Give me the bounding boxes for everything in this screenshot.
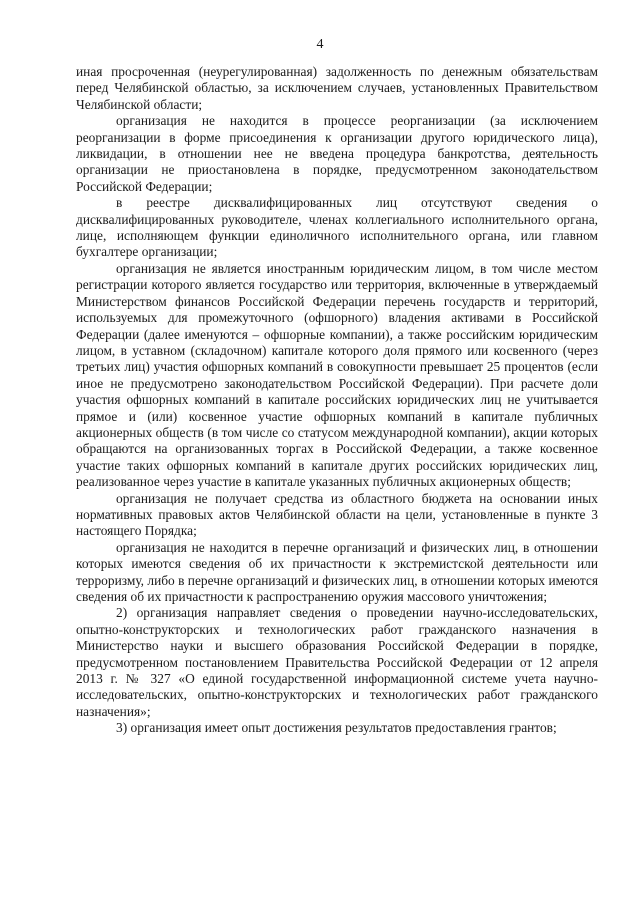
paragraph-disqualified-persons: в реестре дисквалифицированных лиц отсутствуют сведения о дисквалифицированных руководителе, членах коллегиального исполнительного органа, лице, исполняющем функции единоличного исполнительного органа, или главном бухгалтере организации;: [76, 195, 598, 260]
paragraph-item-3: 3) организация имеет опыт достижения результатов предоставления грантов;: [116, 720, 557, 736]
page-number: 4: [316, 37, 324, 52]
paragraph-no-regional-budget-funds: организация не получает средства из областного бюджета на основании иных нормативных правовых актов Челябинской области на цели, установленные в пункте 3 настоящего Порядка;: [76, 490, 598, 539]
document-body: [76, 64, 598, 737]
paragraph-item-2: 2) организация направляет сведения о проведении научно-исследовательских, опытно-конструкторских и технологических работ гражданского назначения в Министерство науки и высшего образования Российской Федерации в порядке, предусмотренном постановлением Правительства Российской Федерации от 12 апреля 2013 г. № 327 «О единой государственной информационной системе учета научно-исследовательских, опытно-конструкторских и технологических работ гражданского назначения»;: [76, 605, 598, 719]
paragraph-continuation: иная просроченная (неурегулированная) задолженность по денежным обязательствам перед Челябинской областью, за исключением случаев, установленных Правительством Челябинской области;: [76, 64, 598, 112]
paragraph-offshore-companies: организация не является иностранным юридическим лицом, в том числе местом регистрации которого является государство или территория, включенные в утверждаемый Министерством финансов Российской Федерации перечень государств и территорий, используемых для промежуточного (офшорного) владения активами в Российской Федерации (далее именуются – офшорные компании), а также российским юридическим лицом, в уставном (складочном) капитале которого доля прямого или косвенного (через третьих лиц) участия офшорных компаний в совокупности превышает 25 процентов (если иное не предусмотрено законодательством Российской Федерации). При расчете доли участия офшорных компаний в капитале российских юридических лиц не учитывается прямое и (или) косвенное участие офшорных компаний в капитале публичных акционерных обществ (в том числе со статусом международной компании), акции которых обращаются на организованных торгах в Российской Федерации, а также косвенное участие таких офшорных компаний в капитале других российских юридических лиц, реализованное через участие в капитале указанных публичных акционерных обществ;: [76, 260, 598, 490]
paragraph-no-reorganization: организация не находится в процессе реорганизации (за исключением реорганизации в форме присоединения к организации другого юридического лица), ликвидации, в отношении нее не введена процедура банкротства, деятельность организации не приостановлена в порядке, предусмотренном законодательством Российской Федерации;: [76, 113, 598, 194]
paragraph-extremism-list: организация не находится в перечне организаций и физических лиц, в отношении которых имеются сведения об их причастности к экстремистской деятельности или терроризму, либо в перечне организаций и физических лиц, в отношении которых имеются сведения об их причастности к распространению оружия массового уничтожения;: [76, 539, 598, 604]
